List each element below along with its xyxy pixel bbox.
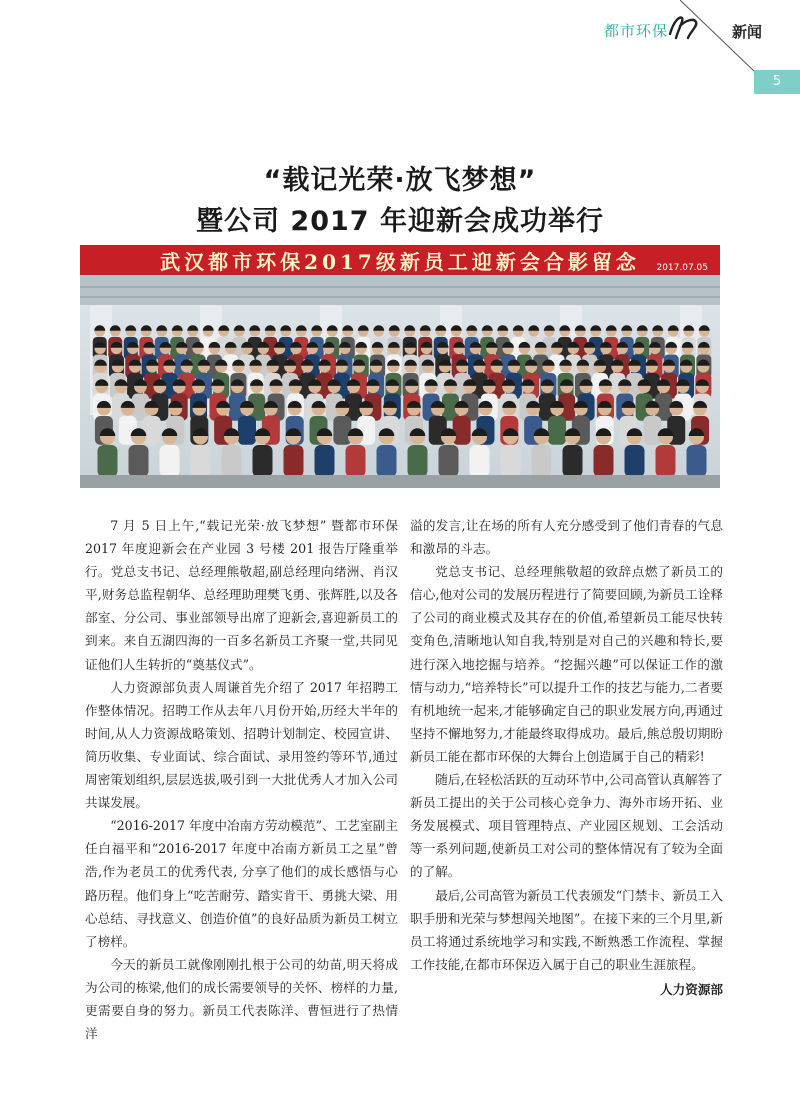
photo-person-body bbox=[625, 445, 645, 477]
article-title-line1: “载记光荣·放飞梦想” bbox=[263, 165, 537, 196]
photo-person-body bbox=[253, 445, 273, 477]
photo-person-body bbox=[594, 445, 614, 477]
photo-person-body bbox=[143, 416, 161, 445]
photo-person-body bbox=[284, 445, 304, 477]
photo-person-body bbox=[453, 416, 471, 445]
photo-person-body bbox=[470, 445, 490, 477]
group-photo-image bbox=[80, 275, 720, 488]
photo-person-body bbox=[643, 416, 661, 445]
photo-person-body bbox=[377, 445, 397, 477]
photo-person-body bbox=[656, 445, 676, 477]
photo-person-body bbox=[315, 445, 335, 477]
article-paragraph-continuation: 溢的发言,让在场的所有人充分感受到了他们青春的气息和激昂的斗志。 bbox=[410, 518, 723, 557]
page-number: 5 bbox=[754, 70, 800, 94]
photo-person-body bbox=[160, 445, 180, 477]
article-column-left bbox=[85, 514, 398, 1045]
article-signature: 人力资源部 bbox=[660, 981, 723, 997]
photo-person-body bbox=[501, 445, 521, 477]
section-label: 新闻 bbox=[732, 23, 763, 41]
photo-person-body bbox=[408, 445, 428, 477]
photo-person-body bbox=[333, 416, 351, 445]
article-paragraph: 随后,在轻松活跃的互动环节中,公司高管认真解答了新员工提出的关于公司核心竞争力、海外市场开拓、业务发展模式、项目管理特点、产业园区规划、工会活动等一系列问题,使新员工对公司的整体情况有了较为全面的了解。 bbox=[410, 772, 723, 880]
magazine-brand: 都市环保 bbox=[604, 22, 669, 40]
photo-person-body bbox=[687, 445, 707, 477]
article-title-line2: 暨公司 2017 年迎新会成功举行 bbox=[196, 206, 604, 237]
photo-person-body bbox=[129, 445, 149, 477]
photo-banner-text: 武汉都市环保2017级新员工迎新会合影留念 bbox=[160, 249, 640, 274]
article-paragraph: 今天的新员工就像刚刚扎根于公司的幼苗,明天将成为公司的栋梁,他们的成长需要领导的关怀、榜样的力量,更需要自身的努力。新员工代表陈洋、曹恒进行了热情洋 bbox=[85, 956, 398, 1042]
article-paragraph: 7 月 5 日上午,“载记光荣·放飞梦想” 暨都市环保 2017 年度迎新会在产业园 3 号楼 201 报告厅隆重举行。党总支书记、总经理熊敬超,副总经理向绪洲、肖汉平,财务总监程朝华、总经理助理樊飞勇、张辉胜,以及各部室、分公司、事业部领导出席了迎新会,喜迎新员工的到来。来自五湖四海的一百多名新员工齐聚一堂,共同见证他们人生转折的“奠基仪式”。 bbox=[85, 518, 398, 672]
photo-person-body bbox=[563, 445, 583, 477]
article-paragraph: 最后,公司高管为新员工代表颁发“门禁卡、新员工入职手册和光荣与梦想闯关地图”。在接下来的三个月里,新员工将通过系统地学习和实践,不断熟悉工作流程、掌握工作技能,在都市环保迈入属于自己的职业生涯旅程。 bbox=[410, 887, 723, 972]
article-column-right bbox=[410, 514, 723, 1001]
article-paragraph: 人力资源部负责人周谦首先介绍了 2017 年招聘工作整体情况。招聘工作从去年八月份开始,历经大半年的时间,从人力资源战略策划、招聘计划制定、校园宣讲、简历收集、专业面试、综合面试、录用签约等环节,通过周密策划组织,层层选拔,吸引到一大批优秀人才加入公司共谋发展。 bbox=[85, 679, 398, 811]
photo-date: 2017.07.05 bbox=[656, 263, 708, 273]
photo-person-body bbox=[222, 445, 242, 477]
article-paragraph: “2016-2017 年度中冶南方劳动模范”、工艺室副主任白福平和“2016-2017 年度中冶南方新员工之星”曾浩,作为老员工的优秀代表, 分享了他们的成长感悟与心路历程。他们身上“吃苦耐劳、踏实肯干、勇挑大梁、用心总结、寻找意义、创造价值”的良好品质为新员工树立了榜样。 bbox=[85, 818, 398, 949]
photo-banner bbox=[80, 245, 720, 275]
photo-person-body bbox=[346, 445, 366, 477]
group-photo bbox=[80, 245, 720, 488]
photo-person-body bbox=[98, 445, 118, 477]
photo-person-body bbox=[532, 445, 552, 477]
photo-person-body bbox=[439, 445, 459, 477]
photo-person-body bbox=[548, 416, 566, 445]
article-paragraph: 党总支书记、总经理熊敬超的致辞点燃了新员工的信心,他对公司的发展历程进行了简要回顾,为新员工诠释了公司的商业模式及其存在的价值,希望新员工能尽快转变角色,清晰地认知自我,特别是对自己的兴趣和特长,要进行深入地挖掘与培养。“挖掘兴趣”可以保证工作的激情与动力,“培养特长”可以提升工作的技艺与能力,二者要有机地统一起来,才能够确定自己的职业发展方向,再通过坚持不懈地努力,才能最终取得成功。最后,熊总殷切期盼新员工能在都市环保的大舞台上创造属于自己的精彩! bbox=[410, 564, 723, 764]
photo-person-body bbox=[191, 445, 211, 477]
photo-person-body bbox=[238, 416, 256, 445]
